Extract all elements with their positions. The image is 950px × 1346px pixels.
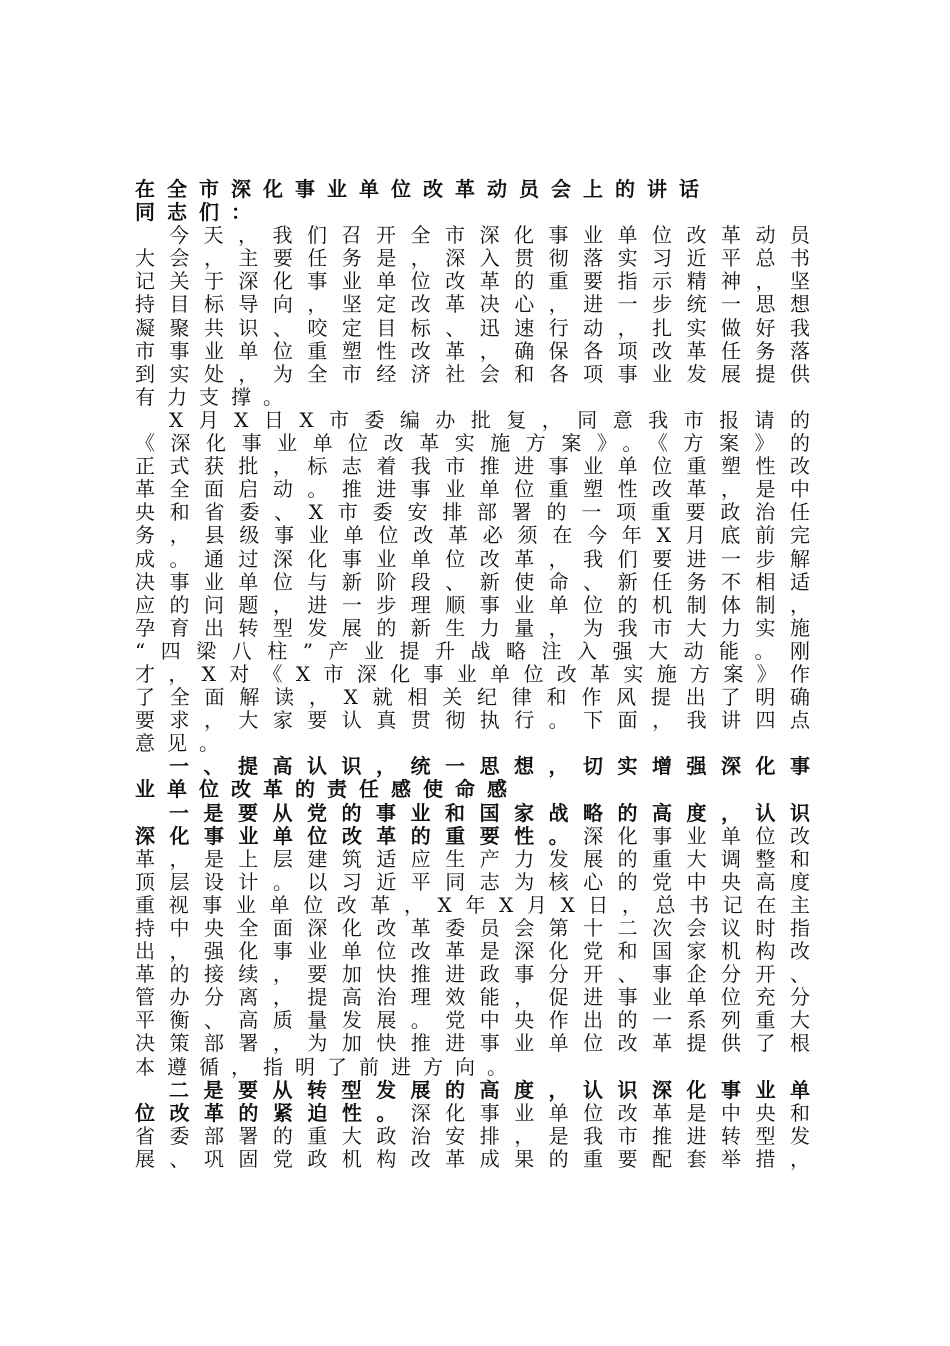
text-line <box>135 1102 810 1125</box>
line-text: 应的问题，进一步理顺事业单位的机制体制， <box>135 593 810 617</box>
line-text: 要求，大家要认真贯彻执行。下面，我讲四点 <box>135 709 810 733</box>
text-line <box>135 432 810 455</box>
line-text: 成。通过深化事业单位改革，我们要进一步解 <box>135 547 810 571</box>
line-text: 持目标导向，坚定改革决心，进一步统一思想 <box>135 293 810 317</box>
bold-text: 二是要从转型发展的高度，认识深化事业单 <box>169 1078 810 1102</box>
line-text: 管办分离，提高治理效能，促进事业单位充分 <box>135 986 810 1010</box>
bold-text: 位改革的紧迫性。 <box>135 1101 411 1125</box>
line-text: 革，是上层建筑适应生产力发展的重大调整和 <box>135 847 810 871</box>
text-line <box>135 363 810 386</box>
line-text: 孕育出转型发展的新生力量，为我市大力实施 <box>135 616 810 640</box>
text-line <box>135 686 810 709</box>
text-line <box>135 340 810 363</box>
text-line <box>135 894 810 917</box>
line-text: 本遵循，指明了前进方向。 <box>135 1055 519 1079</box>
line-text: 革的接续，要加快推进政事分开、事企分开、 <box>135 963 810 987</box>
text-line <box>135 640 810 663</box>
line-text: 央和省委、X市委安排部署的一项重要政治任 <box>135 501 810 525</box>
text-line <box>135 663 810 686</box>
bold-text: 一是要从党的事业和国家战略的高度，认识 <box>169 801 810 825</box>
line-text: 出，强化事业单位改革是深化党和国家机构改 <box>135 940 810 964</box>
line-text: 凝聚共识、咬定目标、迅速行动，扎实做好我 <box>135 316 810 340</box>
text-line <box>135 548 810 571</box>
text-line <box>135 617 810 640</box>
text-line <box>135 825 810 848</box>
text-line <box>135 732 810 755</box>
text-line <box>135 1056 810 1079</box>
text-line <box>135 709 810 732</box>
bold-text: 同志们： <box>135 201 263 225</box>
text-line <box>135 1148 810 1171</box>
text-line <box>135 224 810 247</box>
line-text: 大会，主要任务是，深入贯彻落实习近平总书 <box>135 247 810 271</box>
text-line <box>135 201 810 224</box>
line-text: 决事业单位与新阶段、新使命、新任务不相适 <box>135 570 810 594</box>
text-line <box>135 386 810 409</box>
text-line <box>135 409 810 432</box>
line-text: 了全面解读，X就相关纪律和作风提出了明确 <box>135 686 810 710</box>
line-text: 决策部署，为加快推进事业单位改革提供了根 <box>135 1032 810 1056</box>
line-text: 到实处，为全市经济社会和各项事业发展提供 <box>135 362 810 386</box>
bold-text: 一、提高认识，统一思想，切实增强深化事 <box>169 755 810 779</box>
line-text: 记关于深化事业单位改革的重要指示精神，坚 <box>135 270 810 294</box>
text-line <box>135 455 810 478</box>
text-line <box>135 940 810 963</box>
text-line <box>135 848 810 871</box>
line-text: 正式获批，标志着我市推进事业单位重塑性改 <box>135 455 810 479</box>
text-line <box>135 917 810 940</box>
line-text: 市事业单位重塑性改革，确保各项改革任务落 <box>135 339 810 363</box>
bold-text: 业单位改革的责任感使命感 <box>135 778 519 802</box>
line-text: 持中央全面深化改革委员会第十二次会议时指 <box>135 917 810 940</box>
bold-text: 深化事业单位改革的重要性。 <box>135 824 584 848</box>
line-text: X月X日X市委编办批复，同意我市报请的 <box>169 408 810 432</box>
line-text: 务，县级事业单位改革必须在今年X月底前完 <box>135 524 810 548</box>
text-line <box>135 247 810 270</box>
text-line <box>135 317 810 340</box>
text-line <box>135 293 810 316</box>
document-lines <box>135 201 810 1171</box>
text-line <box>135 501 810 524</box>
document-title: 在全市深化事业单位改革动员会上的讲话 <box>135 178 711 201</box>
text-line <box>135 1032 810 1055</box>
text-line <box>135 1079 810 1102</box>
line-text: 平衡、高质量发展。党中央作出的一系列重大 <box>135 1009 810 1033</box>
line-text: 深化事业单位改 <box>583 824 810 848</box>
text-line <box>135 1009 810 1032</box>
line-text: 《深化事业单位改革实施方案》。《方案》的 <box>135 432 810 456</box>
line-text: 深化事业单位改革是中央和 <box>410 1101 810 1125</box>
line-text: 展、巩固党政机构改革成果的重要配套举措， <box>135 1147 810 1171</box>
line-text: 才，X对《X市深化事业单位改革实施方案》作 <box>135 662 810 686</box>
line-text: “四梁八柱”产业提升战略注入强大动能。刚 <box>135 639 810 663</box>
text-line <box>135 871 810 894</box>
text-line <box>135 524 810 547</box>
text-line <box>135 778 810 801</box>
line-text: 意见。 <box>135 732 231 756</box>
line-text: 革全面启动。推进事业单位重塑性改革，是中 <box>135 478 810 502</box>
line-text: 省委部署的重大政治安排，是我市推进转型发 <box>135 1124 810 1148</box>
text-line <box>135 594 810 617</box>
text-line <box>135 1125 810 1148</box>
line-text: 重视事业单位改革，X年X月X日，总书记在主 <box>135 893 810 917</box>
text-line <box>135 986 810 1009</box>
text-line <box>135 802 810 825</box>
text-line <box>135 963 810 986</box>
line-text: 顶层设计。以习近平同志为核心的党中央高度 <box>135 870 810 894</box>
line-text: 有力支撑。 <box>135 385 295 409</box>
document-body <box>135 178 810 1171</box>
line-text: 今天，我们召开全市深化事业单位改革动员 <box>169 224 810 248</box>
text-line <box>135 270 810 293</box>
text-line <box>135 755 810 778</box>
text-line <box>135 478 810 501</box>
text-line <box>135 571 810 594</box>
